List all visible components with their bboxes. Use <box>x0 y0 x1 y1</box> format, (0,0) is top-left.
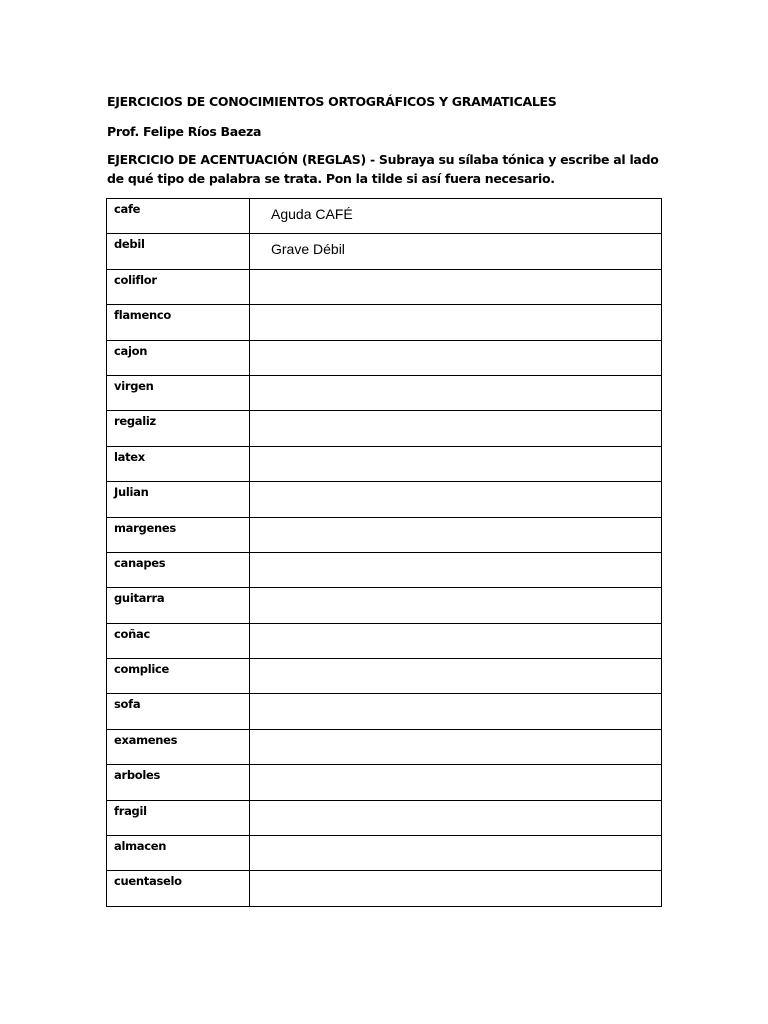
word-label: canapes <box>114 555 166 570</box>
word-label: latex <box>114 449 145 464</box>
answer-text[interactable]: Aguda CAFÉ <box>271 206 353 222</box>
exercise-instructions: EJERCICIO DE ACENTUACIÓN (REGLAS) - Subraya su sílaba tónica y escribe al lado de qué tipo de palabra se trata. Pon la tilde si así fuera necesario. <box>107 152 659 186</box>
answer-cell[interactable] <box>250 729 662 764</box>
answer-cell[interactable] <box>250 269 662 304</box>
answer-text[interactable] <box>250 871 661 878</box>
table-row <box>107 482 662 517</box>
word-label: virgen <box>114 378 154 393</box>
answer-cell[interactable] <box>250 588 662 623</box>
answer-text[interactable] <box>250 765 661 772</box>
answer-cell[interactable] <box>250 836 662 871</box>
table-row <box>107 765 662 800</box>
word-cell <box>107 836 250 871</box>
answer-text[interactable] <box>250 341 661 348</box>
word-cell <box>107 694 250 729</box>
answer-cell[interactable] <box>250 800 662 835</box>
word-cell <box>107 482 250 517</box>
word-label: complice <box>114 662 170 677</box>
table-row <box>107 269 662 304</box>
table-row <box>107 694 662 729</box>
word-cell <box>107 588 250 623</box>
word-label: coñac <box>114 626 150 641</box>
exercise-table <box>106 198 662 907</box>
table-row <box>107 800 662 835</box>
table-row <box>107 446 662 481</box>
answer-text[interactable] <box>250 553 661 560</box>
answer-text[interactable] <box>250 659 661 666</box>
answer-text[interactable] <box>250 305 661 312</box>
table-row <box>107 659 662 694</box>
word-label: flamenco <box>114 308 171 323</box>
answer-text[interactable] <box>250 482 661 489</box>
word-cell <box>107 729 250 764</box>
answer-cell[interactable] <box>250 375 662 410</box>
table-row <box>107 234 662 269</box>
answer-text[interactable] <box>250 730 661 737</box>
answer-cell[interactable] <box>250 694 662 729</box>
word-label: guitarra <box>114 591 165 606</box>
answer-cell[interactable] <box>250 871 662 906</box>
word-cell <box>107 340 250 375</box>
word-cell <box>107 375 250 410</box>
word-cell <box>107 234 250 269</box>
answer-cell[interactable] <box>250 340 662 375</box>
answer-cell[interactable] <box>250 482 662 517</box>
word-label: cuentaselo <box>114 874 182 889</box>
answer-text[interactable]: Grave Débil <box>271 241 345 258</box>
word-cell <box>107 871 250 906</box>
word-label: margenes <box>114 520 176 535</box>
word-label: sofa <box>114 697 141 712</box>
word-cell <box>107 199 250 234</box>
word-cell <box>107 269 250 304</box>
word-cell <box>107 517 250 552</box>
answer-cell[interactable] <box>250 411 662 446</box>
table-row <box>107 199 662 234</box>
word-label: fragil <box>114 803 147 818</box>
answer-text[interactable] <box>250 694 661 701</box>
table-row <box>107 729 662 764</box>
table-row <box>107 871 662 906</box>
word-label: coliflor <box>114 272 157 287</box>
word-label: cajon <box>114 343 148 358</box>
answer-cell[interactable] <box>250 446 662 481</box>
table-row <box>107 305 662 340</box>
table-row <box>107 411 662 446</box>
answer-text[interactable] <box>250 447 661 454</box>
answer-cell[interactable] <box>250 659 662 694</box>
answer-text[interactable] <box>250 376 661 383</box>
answer-text[interactable] <box>250 624 661 631</box>
word-label: regaliz <box>114 414 156 429</box>
answer-cell[interactable] <box>250 623 662 658</box>
answer-text[interactable] <box>250 518 661 525</box>
answer-text[interactable] <box>250 836 661 843</box>
answer-cell[interactable] <box>250 552 662 587</box>
table-row <box>107 552 662 587</box>
word-label: cafe <box>114 202 141 216</box>
answer-text[interactable] <box>250 588 661 595</box>
document-title: EJERCICIOS DE CONOCIMIENTOS ORTOGRÁFICOS Y GRAMATICALES <box>107 94 557 109</box>
word-label: examenes <box>114 732 178 747</box>
word-cell <box>107 446 250 481</box>
answer-cell[interactable] <box>250 234 662 269</box>
answer-cell[interactable] <box>250 765 662 800</box>
answer-text[interactable] <box>250 801 661 808</box>
word-cell <box>107 659 250 694</box>
word-label: arboles <box>114 768 161 783</box>
word-cell <box>107 411 250 446</box>
word-cell <box>107 765 250 800</box>
table-row <box>107 836 662 871</box>
word-label: almacen <box>114 839 167 854</box>
word-cell <box>107 623 250 658</box>
document-author: Prof. Felipe Ríos Baeza <box>107 124 262 139</box>
table-row <box>107 623 662 658</box>
answer-cell[interactable] <box>250 305 662 340</box>
answer-text[interactable] <box>250 411 661 418</box>
table-row <box>107 375 662 410</box>
table-row <box>107 588 662 623</box>
word-cell <box>107 552 250 587</box>
answer-cell[interactable] <box>250 517 662 552</box>
word-label: debil <box>114 237 145 252</box>
answer-cell[interactable] <box>250 199 662 234</box>
word-cell <box>107 800 250 835</box>
word-label: Julian <box>114 485 149 500</box>
answer-text[interactable] <box>250 270 661 277</box>
word-cell <box>107 305 250 340</box>
table-row <box>107 517 662 552</box>
table-row <box>107 340 662 375</box>
